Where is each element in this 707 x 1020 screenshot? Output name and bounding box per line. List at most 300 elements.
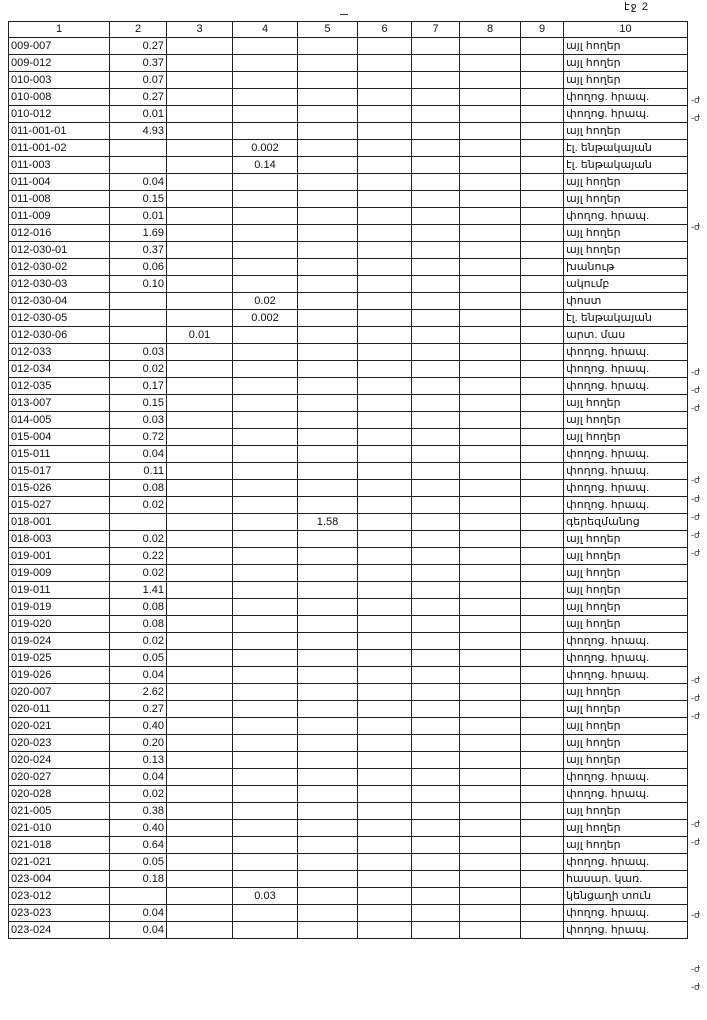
margin-mark: -ժ <box>691 909 700 920</box>
col2-value-cell: 0.02 <box>110 361 167 378</box>
parcel-code-cell: 010-012 <box>9 106 110 123</box>
col2-value-cell: 0.27 <box>110 89 167 106</box>
col6-value-cell <box>358 684 412 701</box>
col9-value-cell <box>521 650 564 667</box>
table-row <box>9 803 688 820</box>
col4-value-cell <box>233 429 298 446</box>
parcel-code-cell: 012-030-05 <box>9 310 110 327</box>
col8-value-cell <box>460 905 521 922</box>
col3-value-cell <box>167 395 233 412</box>
table-row <box>9 106 688 123</box>
land-use-cell: փողոց. հրապ. <box>564 650 688 667</box>
col5-value-cell <box>298 361 358 378</box>
col9-value-cell <box>521 837 564 854</box>
col3-value-cell <box>167 361 233 378</box>
col5-value-cell <box>298 463 358 480</box>
col6-value-cell <box>358 514 412 531</box>
col8-value-cell <box>460 871 521 888</box>
col5-value-cell <box>298 837 358 854</box>
col3-value-cell <box>167 735 233 752</box>
col7-value-cell <box>412 123 460 140</box>
col4-value-cell <box>233 684 298 701</box>
margin-mark: -ժ <box>691 222 700 232</box>
col3-value-cell <box>167 38 233 55</box>
col9-value-cell <box>521 361 564 378</box>
col7-value-cell <box>412 548 460 565</box>
col4-value-cell <box>233 718 298 735</box>
col5-value-cell <box>298 650 358 667</box>
table-row <box>9 89 688 106</box>
land-use-cell: այլ հողեր <box>564 616 688 633</box>
col4-value-cell: 0.14 <box>233 157 298 174</box>
land-use-cell: փողոց. հրապ. <box>564 497 688 514</box>
col5-value-cell <box>298 310 358 327</box>
col5-value-cell <box>298 293 358 310</box>
land-use-cell: այլ հողեր <box>564 565 688 582</box>
table-row <box>9 174 688 191</box>
parcel-code-cell: 011-003 <box>9 157 110 174</box>
col2-value-cell: 0.37 <box>110 242 167 259</box>
col3-value-cell <box>167 905 233 922</box>
col4-value-cell <box>233 871 298 888</box>
col7-value-cell <box>412 429 460 446</box>
parcel-code-cell: 020-027 <box>9 769 110 786</box>
col5-value-cell <box>298 412 358 429</box>
col4-value-cell <box>233 463 298 480</box>
col2-value-cell: 0.37 <box>110 55 167 72</box>
col3-value-cell <box>167 344 233 361</box>
col-header-3: 3 <box>167 22 233 38</box>
col7-value-cell <box>412 344 460 361</box>
col5-value-cell <box>298 208 358 225</box>
col-header-10: 10 <box>564 22 688 38</box>
col3-value-cell <box>167 752 233 769</box>
col9-value-cell <box>521 225 564 242</box>
col2-value-cell: 0.03 <box>110 412 167 429</box>
parcel-code-cell: 012-035 <box>9 378 110 395</box>
table-row <box>9 735 688 752</box>
col3-value-cell <box>167 463 233 480</box>
col3-value-cell <box>167 514 233 531</box>
col9-value-cell <box>521 905 564 922</box>
table-row <box>9 514 688 531</box>
col3-value-cell <box>167 548 233 565</box>
col9-value-cell <box>521 378 564 395</box>
parcel-code-cell: 009-012 <box>9 55 110 72</box>
parcel-code-cell: 015-011 <box>9 446 110 463</box>
col2-value-cell: 0.02 <box>110 565 167 582</box>
land-use-cell: այլ հողեր <box>564 599 688 616</box>
land-use-cell: այլ հողեր <box>564 429 688 446</box>
col7-value-cell <box>412 905 460 922</box>
parcel-code-cell: 023-004 <box>9 871 110 888</box>
land-use-cell: գերեզմանոց <box>564 514 688 531</box>
col8-value-cell <box>460 786 521 803</box>
land-use-cell: փողոց. հրապ. <box>564 446 688 463</box>
col3-value-cell <box>167 599 233 616</box>
parcel-code-cell: 020-011 <box>9 701 110 718</box>
land-use-cell: էլ. ենթակայան <box>564 157 688 174</box>
col5-value-cell <box>298 429 358 446</box>
parcel-code-cell: 019-011 <box>9 582 110 599</box>
land-use-cell: այլ հողեր <box>564 820 688 837</box>
margin-mark: -ժ <box>691 547 700 558</box>
land-use-cell: այլ հողեր <box>564 803 688 820</box>
margin-mark: -ժ <box>691 837 700 848</box>
col6-value-cell <box>358 599 412 616</box>
col9-value-cell <box>521 242 564 259</box>
parcel-code-cell: 020-023 <box>9 735 110 752</box>
col9-value-cell <box>521 429 564 446</box>
col9-value-cell <box>521 38 564 55</box>
col4-value-cell <box>233 225 298 242</box>
col3-value-cell <box>167 378 233 395</box>
col8-value-cell <box>460 854 521 871</box>
col7-value-cell <box>412 752 460 769</box>
col5-value-cell <box>298 140 358 157</box>
col5-value-cell <box>298 786 358 803</box>
col5-value-cell <box>298 191 358 208</box>
col7-value-cell <box>412 854 460 871</box>
table-row <box>9 293 688 310</box>
col2-value-cell: 0.04 <box>110 769 167 786</box>
col3-value-cell <box>167 276 233 293</box>
col5-value-cell <box>298 446 358 463</box>
col7-value-cell <box>412 684 460 701</box>
col2-value-cell: 0.27 <box>110 38 167 55</box>
col2-value-cell: 0.20 <box>110 735 167 752</box>
land-use-cell: արտ. մաս <box>564 327 688 344</box>
table-row <box>9 412 688 429</box>
parcel-code-cell: 012-016 <box>9 225 110 242</box>
col9-value-cell <box>521 718 564 735</box>
col2-value-cell: 0.40 <box>110 820 167 837</box>
table-row <box>9 429 688 446</box>
col8-value-cell <box>460 616 521 633</box>
col8-value-cell <box>460 752 521 769</box>
margin-mark: -ժ <box>691 475 700 486</box>
land-use-cell: այլ հողեր <box>564 55 688 72</box>
col8-value-cell <box>460 820 521 837</box>
col9-value-cell <box>521 667 564 684</box>
land-use-cell: այլ հողեր <box>564 38 688 55</box>
col4-value-cell <box>233 531 298 548</box>
col3-value-cell <box>167 140 233 157</box>
col9-value-cell <box>521 208 564 225</box>
col6-value-cell <box>358 871 412 888</box>
col6-value-cell <box>358 752 412 769</box>
col6-value-cell <box>358 140 412 157</box>
col8-value-cell <box>460 174 521 191</box>
land-use-cell: այլ հողեր <box>564 684 688 701</box>
table-row <box>9 378 688 395</box>
table-row <box>9 259 688 276</box>
col6-value-cell <box>358 633 412 650</box>
margin-mark: -ժ <box>691 493 700 504</box>
col5-value-cell <box>298 123 358 140</box>
col4-value-cell <box>233 786 298 803</box>
col7-value-cell <box>412 735 460 752</box>
col6-value-cell <box>358 361 412 378</box>
col4-value-cell <box>233 191 298 208</box>
col4-value-cell <box>233 259 298 276</box>
col5-value-cell <box>298 225 358 242</box>
col7-value-cell <box>412 191 460 208</box>
col2-value-cell: 0.18 <box>110 871 167 888</box>
col6-value-cell <box>358 786 412 803</box>
land-use-cell: այլ հողեր <box>564 701 688 718</box>
land-use-cell: ակումբ <box>564 276 688 293</box>
page-number: էջ 2 <box>624 1 649 13</box>
col3-value-cell <box>167 242 233 259</box>
col3-value-cell <box>167 684 233 701</box>
parcel-code-cell: 019-026 <box>9 667 110 684</box>
land-use-cell: փողոց. հրապ. <box>564 344 688 361</box>
col9-value-cell <box>521 684 564 701</box>
col8-value-cell <box>460 208 521 225</box>
col8-value-cell <box>460 89 521 106</box>
col5-value-cell <box>298 89 358 106</box>
col5-value-cell <box>298 344 358 361</box>
col9-value-cell <box>521 871 564 888</box>
col5-value-cell <box>298 327 358 344</box>
col8-value-cell <box>460 667 521 684</box>
col2-value-cell: 4.93 <box>110 123 167 140</box>
col5-value-cell <box>298 276 358 293</box>
col9-value-cell <box>521 769 564 786</box>
col2-value-cell <box>110 514 167 531</box>
table-row <box>9 497 688 514</box>
col4-value-cell: 0.002 <box>233 310 298 327</box>
col9-value-cell <box>521 497 564 514</box>
col4-value-cell <box>233 803 298 820</box>
col4-value-cell <box>233 378 298 395</box>
col8-value-cell <box>460 225 521 242</box>
col3-value-cell <box>167 259 233 276</box>
col6-value-cell <box>358 650 412 667</box>
col2-value-cell: 0.02 <box>110 633 167 650</box>
margin-mark: -ժ <box>691 403 700 413</box>
col3-value-cell <box>167 769 233 786</box>
table-row <box>9 480 688 497</box>
col9-value-cell <box>521 514 564 531</box>
col4-value-cell <box>233 497 298 514</box>
col4-value-cell: 0.02 <box>233 293 298 310</box>
col5-value-cell <box>298 718 358 735</box>
col8-value-cell <box>460 412 521 429</box>
col4-value-cell <box>233 123 298 140</box>
col8-value-cell <box>460 463 521 480</box>
col7-value-cell <box>412 55 460 72</box>
parcel-code-cell: 011-001-01 <box>9 123 110 140</box>
col8-value-cell <box>460 531 521 548</box>
land-use-cell: այլ հողեր <box>564 718 688 735</box>
col3-value-cell <box>167 157 233 174</box>
col9-value-cell <box>521 395 564 412</box>
col4-value-cell <box>233 446 298 463</box>
col6-value-cell <box>358 905 412 922</box>
col7-value-cell <box>412 395 460 412</box>
col7-value-cell <box>412 208 460 225</box>
col9-value-cell <box>521 327 564 344</box>
table-row <box>9 786 688 803</box>
col9-value-cell <box>521 565 564 582</box>
land-use-cell: փողոց. հրապ. <box>564 769 688 786</box>
col2-value-cell <box>110 157 167 174</box>
col5-value-cell <box>298 548 358 565</box>
parcel-code-cell: 021-018 <box>9 837 110 854</box>
col6-value-cell <box>358 225 412 242</box>
col4-value-cell <box>233 480 298 497</box>
col8-value-cell <box>460 106 521 123</box>
col4-value-cell <box>233 514 298 531</box>
land-use-cell: այլ հողեր <box>564 123 688 140</box>
col4-value-cell <box>233 752 298 769</box>
table-body <box>9 38 688 939</box>
col6-value-cell <box>358 582 412 599</box>
land-use-cell: այլ հողեր <box>564 412 688 429</box>
col5-value-cell <box>298 684 358 701</box>
margin-mark: -ժ <box>691 710 700 721</box>
col6-value-cell <box>358 616 412 633</box>
col8-value-cell <box>460 429 521 446</box>
col6-value-cell <box>358 854 412 871</box>
col7-value-cell <box>412 72 460 89</box>
col4-value-cell <box>233 174 298 191</box>
land-use-cell: այլ հողեր <box>564 582 688 599</box>
parcel-code-cell: 021-010 <box>9 820 110 837</box>
col2-value-cell: 0.02 <box>110 497 167 514</box>
parcel-code-cell: 019-025 <box>9 650 110 667</box>
col9-value-cell <box>521 633 564 650</box>
col2-value-cell: 0.01 <box>110 106 167 123</box>
table-row <box>9 72 688 89</box>
col2-value-cell: 1.41 <box>110 582 167 599</box>
col7-value-cell <box>412 106 460 123</box>
col8-value-cell <box>460 480 521 497</box>
col2-value-cell: 0.15 <box>110 395 167 412</box>
col7-value-cell <box>412 599 460 616</box>
col7-value-cell <box>412 565 460 582</box>
col6-value-cell <box>358 803 412 820</box>
col4-value-cell <box>233 650 298 667</box>
col7-value-cell <box>412 701 460 718</box>
margin-mark: -ժ <box>691 692 700 703</box>
col2-value-cell: 0.10 <box>110 276 167 293</box>
table-row <box>9 446 688 463</box>
land-use-cell: այլ հողեր <box>564 752 688 769</box>
col2-value-cell <box>110 293 167 310</box>
col5-value-cell <box>298 871 358 888</box>
col3-value-cell <box>167 497 233 514</box>
col7-value-cell <box>412 633 460 650</box>
col7-value-cell <box>412 174 460 191</box>
table-row <box>9 191 688 208</box>
land-use-cell: այլ հողեր <box>564 548 688 565</box>
col8-value-cell <box>460 633 521 650</box>
col4-value-cell <box>233 905 298 922</box>
col7-value-cell <box>412 616 460 633</box>
col3-value-cell <box>167 208 233 225</box>
col7-value-cell <box>412 378 460 395</box>
col7-value-cell <box>412 463 460 480</box>
col6-value-cell <box>358 922 412 939</box>
col6-value-cell <box>358 208 412 225</box>
col8-value-cell <box>460 582 521 599</box>
col2-value-cell: 0.08 <box>110 599 167 616</box>
table-row <box>9 463 688 480</box>
col9-value-cell <box>521 106 564 123</box>
col2-value-cell: 0.02 <box>110 531 167 548</box>
col8-value-cell <box>460 259 521 276</box>
col-header-4: 4 <box>233 22 298 38</box>
col9-value-cell <box>521 276 564 293</box>
col2-value-cell <box>110 327 167 344</box>
table-row <box>9 752 688 769</box>
parcel-code-cell: 023-023 <box>9 905 110 922</box>
land-use-cell: այլ հողեր <box>564 225 688 242</box>
col2-value-cell: 0.17 <box>110 378 167 395</box>
col5-value-cell <box>298 854 358 871</box>
col8-value-cell <box>460 293 521 310</box>
table-row <box>9 565 688 582</box>
land-use-cell: փոստ <box>564 293 688 310</box>
parcel-code-cell: 021-005 <box>9 803 110 820</box>
col6-value-cell <box>358 72 412 89</box>
parcel-code-cell: 012-033 <box>9 344 110 361</box>
col3-value-cell <box>167 531 233 548</box>
col8-value-cell <box>460 72 521 89</box>
col9-value-cell <box>521 259 564 276</box>
table-row <box>9 684 688 701</box>
col9-value-cell <box>521 531 564 548</box>
table-row <box>9 667 688 684</box>
col8-value-cell <box>460 565 521 582</box>
col5-value-cell <box>298 820 358 837</box>
col2-value-cell: 0.40 <box>110 718 167 735</box>
col2-value-cell: 0.07 <box>110 72 167 89</box>
col4-value-cell <box>233 242 298 259</box>
col8-value-cell <box>460 157 521 174</box>
col7-value-cell <box>412 650 460 667</box>
col9-value-cell <box>521 174 564 191</box>
col3-value-cell <box>167 667 233 684</box>
col5-value-cell <box>298 582 358 599</box>
col8-value-cell <box>460 191 521 208</box>
table-row <box>9 837 688 854</box>
margin-mark: -ժ <box>691 982 700 993</box>
col5-value-cell <box>298 72 358 89</box>
table-row <box>9 157 688 174</box>
col9-value-cell <box>521 820 564 837</box>
land-register-table <box>8 21 688 939</box>
parcel-code-cell: 012-030-04 <box>9 293 110 310</box>
col3-value-cell <box>167 55 233 72</box>
col5-value-cell <box>298 701 358 718</box>
col7-value-cell <box>412 786 460 803</box>
table-row <box>9 769 688 786</box>
col3-value-cell: 0.01 <box>167 327 233 344</box>
col7-value-cell <box>412 140 460 157</box>
table-row <box>9 361 688 378</box>
table-row <box>9 327 688 344</box>
col6-value-cell <box>358 769 412 786</box>
col4-value-cell <box>233 72 298 89</box>
col4-value-cell <box>233 327 298 344</box>
table-row <box>9 701 688 718</box>
col3-value-cell <box>167 565 233 582</box>
col8-value-cell <box>460 38 521 55</box>
